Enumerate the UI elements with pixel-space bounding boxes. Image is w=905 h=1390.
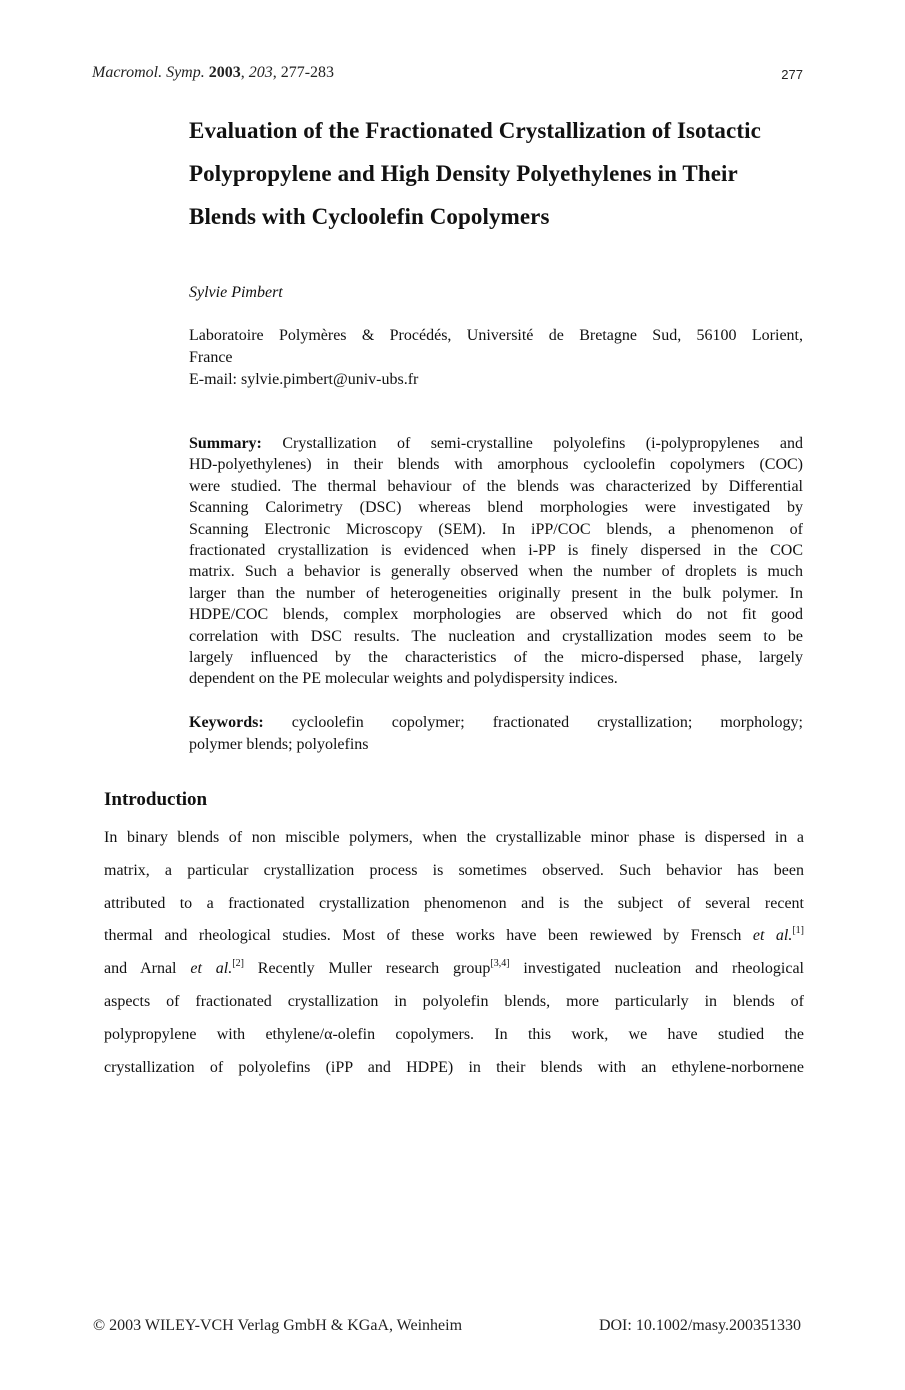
summary-line: dependent on the PE molecular weights and polydispersity indices. <box>189 670 618 688</box>
title-line: Polypropylene and High Density Polyethylenes in Their <box>189 161 738 186</box>
journal-volume: 203 <box>248 64 273 81</box>
citation-ref: [1] <box>792 925 805 937</box>
keywords-line: polymer blends; polyolefins <box>189 736 369 753</box>
body-line: aspects of fractionated crystallization in polyolefin blends, more particularly in blends of <box>104 992 804 1010</box>
body-text: investigated nucleation and rheological <box>523 960 805 978</box>
citation-ref: [3,4] <box>490 958 510 970</box>
et-al: et al. <box>752 927 793 945</box>
keywords-line <box>189 712 803 734</box>
journal-name: Macromol. Symp. <box>92 64 205 81</box>
summary-line: largely influenced by the characteristics of the micro-dispersed phase, largely <box>189 649 803 667</box>
body-line: matrix, a particular crystallization process is sometimes observed. Such behavior has been <box>104 861 804 879</box>
copyright-notice: © 2003 WILEY-VCH Verlag GmbH & KGaA, Weinheim <box>93 1317 463 1334</box>
summary-line: matrix. Such a behavior is generally observed when the number of droplets is much <box>189 563 803 581</box>
journal-pages: 277-283 <box>280 64 335 81</box>
summary-block <box>189 433 803 690</box>
summary-label: Summary: <box>189 435 262 452</box>
summary-line: Scanning Electronic Microscopy (SEM). In iPP/COC blends, a phenomenon of <box>189 520 803 538</box>
journal-year: 2003 <box>208 64 241 81</box>
paper-title <box>189 109 829 238</box>
summary-first-line: Crystallization of semi-crystalline polyolefins (i-polypropylenes and <box>282 435 804 452</box>
summary-line: Scanning Calorimetry (DSC) whereas blend morphologies were investigated by <box>189 499 803 517</box>
page-number: 277 <box>781 67 803 82</box>
author-email: E-mail: sylvie.pimbert@univ-ubs.fr <box>189 371 419 388</box>
summary-line: HDPE/COC blends, complex morphologies are observed which do not fit good <box>189 606 803 624</box>
body-line: polypropylene with ethylene/α-olefin copolymers. In this work, we have studied the <box>104 1025 804 1043</box>
body-line: crystallization of polyolefins (iPP and HDPE) in their blends with an ethylene-norbornene <box>104 1058 804 1076</box>
body-line: In binary blends of non miscible polymers, when the crystallizable minor phase is dispersed in a <box>104 829 804 846</box>
keywords-block <box>189 712 803 756</box>
body-line <box>104 920 804 953</box>
journal-reference: Macromol. Symp. 2003, 203, 277-283 <box>92 64 335 81</box>
body-text: thermal and rheological studies. Most of these works have been rewiewed by Frensch <box>104 927 742 945</box>
et-al: et al. <box>190 960 233 978</box>
summary-line <box>189 433 803 454</box>
affiliation <box>189 325 803 391</box>
summary-line: correlation with DSC results. The nucleation and crystallization modes seem to be <box>189 627 803 645</box>
title-line: Evaluation of the Fractionated Crystallization of Isotactic <box>189 118 761 143</box>
keywords-label: Keywords: <box>189 714 264 731</box>
summary-line: larger than the number of heterogeneities originally present in the bulk polymer. In <box>189 584 803 602</box>
body-line <box>104 953 804 986</box>
citation-ref: [2] <box>232 958 244 970</box>
body-line: attributed to a fractionated crystallization phenomenon and is the subject of several recent <box>104 894 804 912</box>
body-text: and Arnal <box>104 960 177 978</box>
keywords-first-line: cycloolefin copolymer; fractionated crystallization; morphology; <box>291 714 803 731</box>
author-name: Sylvie Pimbert <box>189 284 283 301</box>
summary-line: fractionated crystallization is evidenced when i-PP is finely dispersed in the COC <box>189 542 803 560</box>
affiliation-country: France <box>189 349 233 366</box>
summary-line: HD-polyethylenes) in their blends with amorphous cycloolefin copolymers (COC) <box>189 456 803 474</box>
summary-line: were studied. The thermal behaviour of the blends was characterized by Differential <box>189 477 803 495</box>
doi: DOI: 10.1002/masy.200351330 <box>598 1317 801 1334</box>
introduction-body <box>104 822 804 1084</box>
body-text: Recently Muller research group <box>257 960 491 978</box>
affiliation-line: Laboratoire Polymères & Procédés, Université de Bretagne Sud, 56100 Lorient, <box>189 327 803 344</box>
section-heading-introduction: Introduction <box>104 789 208 810</box>
title-line: Blends with Cycloolefin Copolymers <box>189 204 550 229</box>
